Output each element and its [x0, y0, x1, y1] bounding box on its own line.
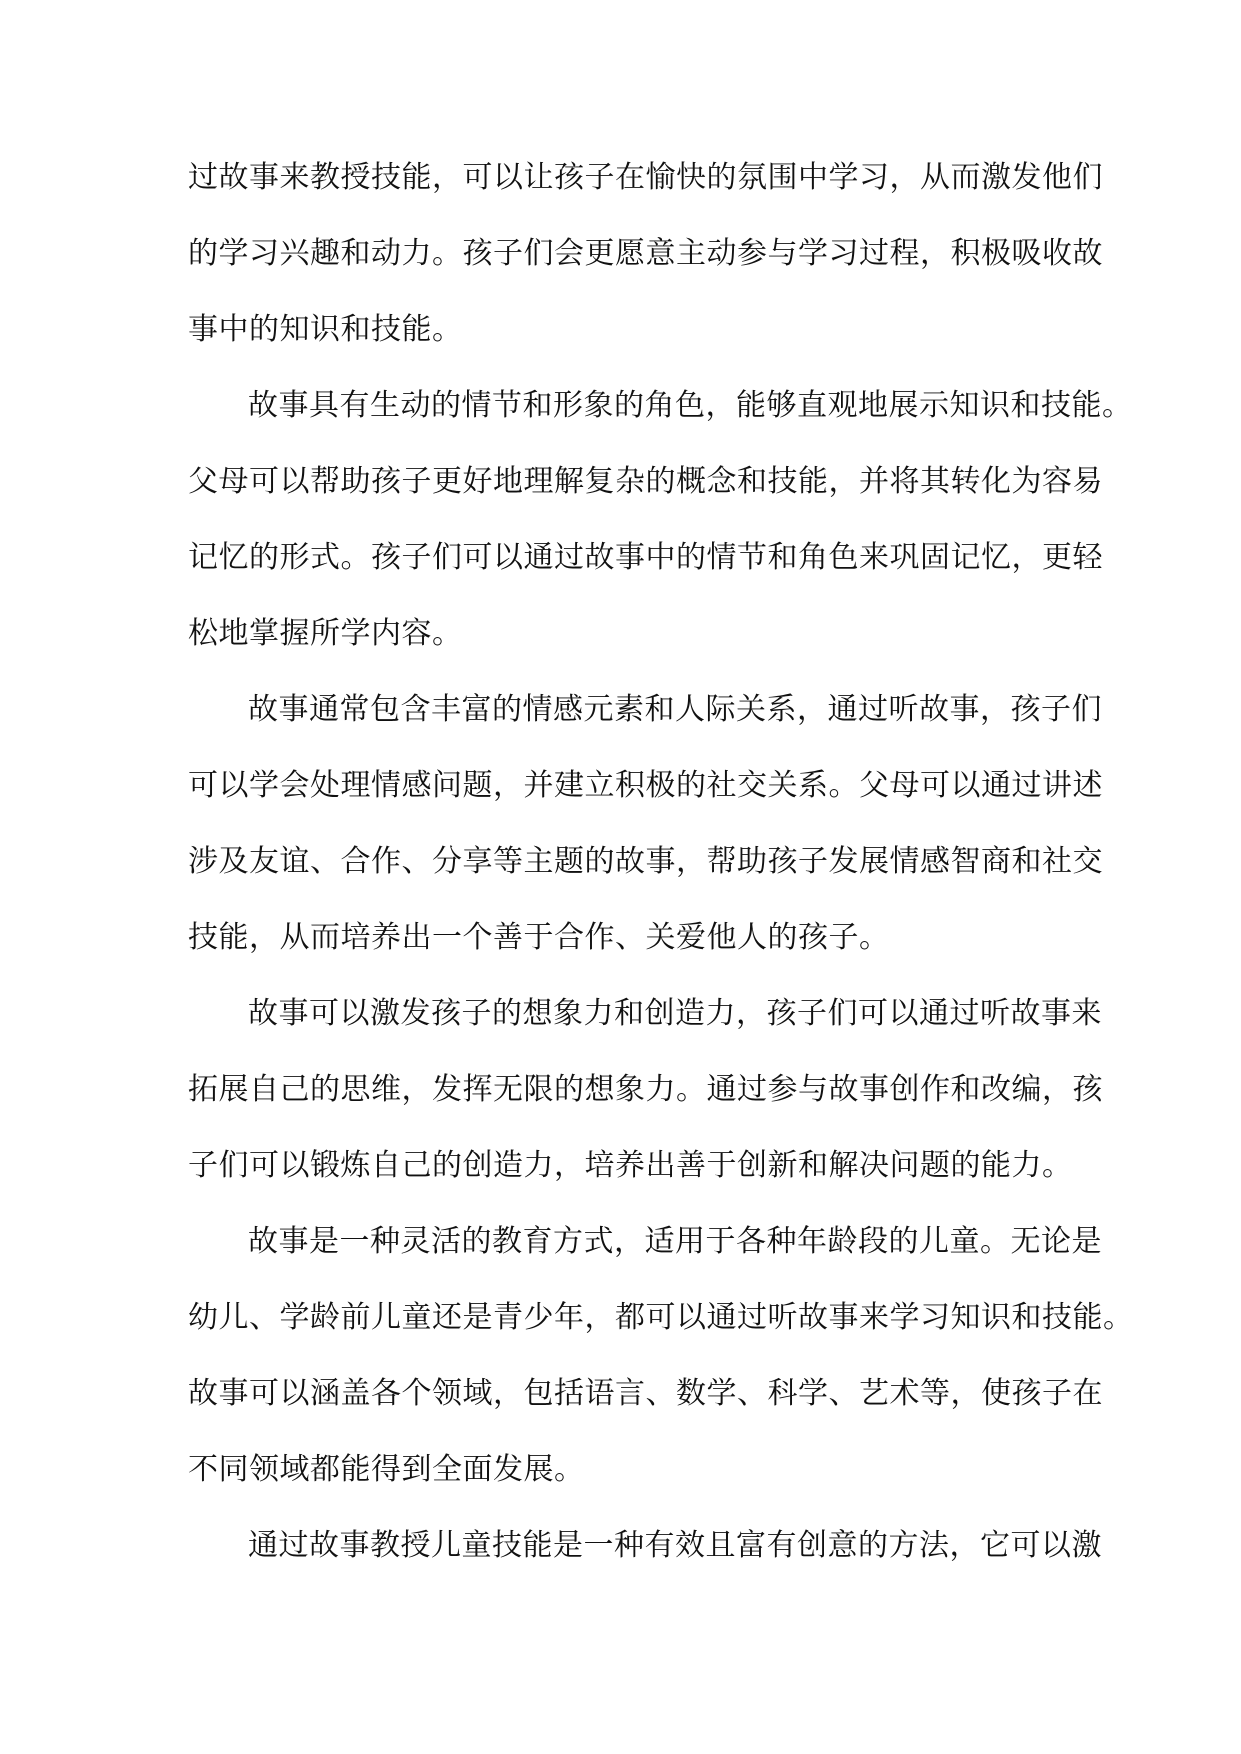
paragraph-1-line-2: 的学习兴趣和动力。孩子们会更愿意主动参与学习过程，积极吸收故: [188, 236, 1103, 271]
paragraph-4-line-3: 子们可以锻炼自己的创造力，培养出善于创新和解决问题的能力。: [188, 1148, 1073, 1183]
paragraph-3-line-2: 可以学会处理情感问题，并建立积极的社交关系。父母可以通过讲述: [188, 768, 1103, 803]
paragraph-2-line-4: 松地掌握所学内容。: [188, 616, 463, 651]
paragraph-2-line-3: 记忆的形式。孩子们可以通过故事中的情节和角色来巩固记忆，更轻: [188, 540, 1103, 575]
paragraph-2-line-1: 故事具有生动的情节和形象的角色，能够直观地展示知识和技能。: [248, 388, 1133, 423]
paragraph-3-line-4: 技能，从而培养出一个善于合作、关爱他人的孩子。: [188, 920, 890, 955]
document-body: [188, 140, 1134, 1584]
paragraph-3-line-1: 故事通常包含丰富的情感元素和人际关系，通过听故事，孩子们: [248, 692, 1102, 727]
paragraph-5-line-1: 故事是一种灵活的教育方式，适用于各种年龄段的儿童。无论是: [248, 1224, 1102, 1259]
paragraph-4-line-2: 拓展自己的思维，发挥无限的想象力。通过参与故事创作和改编，孩: [188, 1072, 1103, 1107]
paragraph-5-line-2: 幼儿、学龄前儿童还是青少年，都可以通过听故事来学习知识和技能。: [188, 1300, 1134, 1335]
paragraph-4-line-1: 故事可以激发孩子的想象力和创造力，孩子们可以通过听故事来: [248, 996, 1102, 1031]
paragraph-5-line-4: 不同领域都能得到全面发展。: [188, 1452, 585, 1487]
paragraph-6-line-1: 通过故事教授儿童技能是一种有效且富有创意的方法，它可以激: [248, 1528, 1102, 1563]
paragraph-1-line-1: 过故事来教授技能，可以让孩子在愉快的氛围中学习，从而激发他们: [188, 160, 1103, 195]
paragraph-1-line-3: 事中的知识和技能。: [188, 312, 463, 347]
paragraph-3-line-3: 涉及友谊、合作、分享等主题的故事，帮助孩子发展情感智商和社交: [188, 844, 1103, 879]
paragraph-2-line-2: 父母可以帮助孩子更好地理解复杂的概念和技能，并将其转化为容易: [188, 464, 1103, 499]
paragraph-5-line-3: 故事可以涵盖各个领域，包括语言、数学、科学、艺术等，使孩子在: [188, 1376, 1103, 1411]
